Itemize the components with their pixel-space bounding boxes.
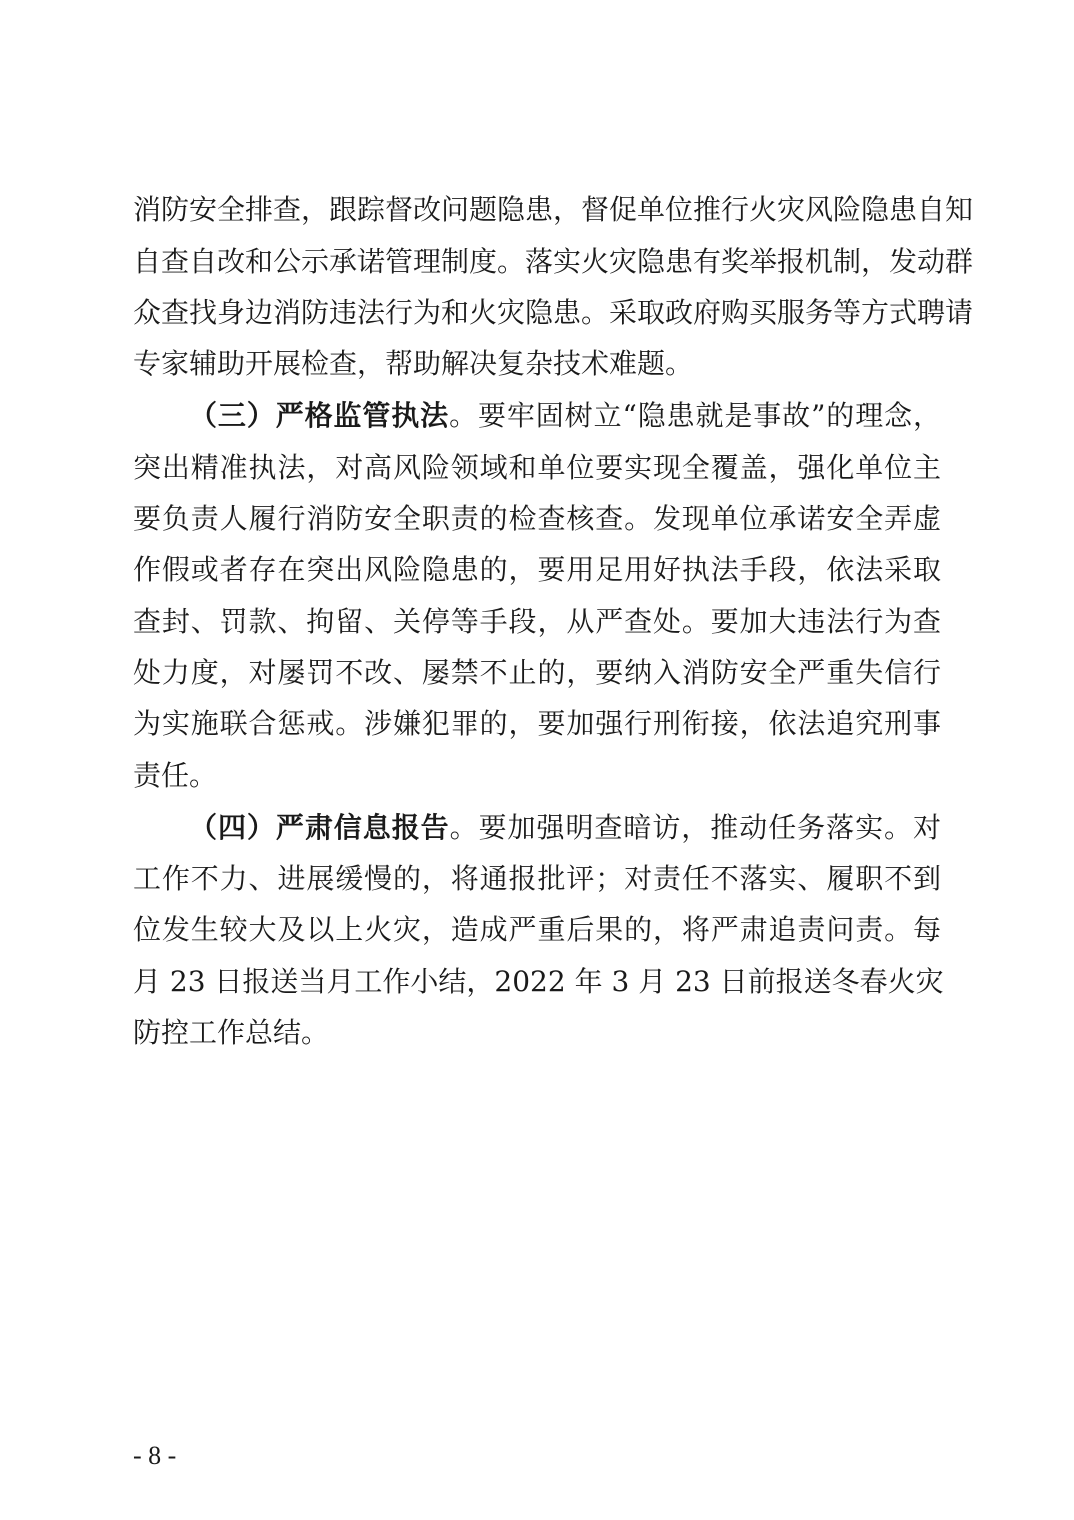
body-line: 防控工作总结。 — [133, 1016, 330, 1049]
section-heading: （四）严肃信息报告 — [189, 811, 450, 844]
body-line: 处力度，对屡罚不改、屡禁不止的，要纳入消防安全严重失信行 — [133, 656, 941, 689]
body-line: 责任。 — [133, 759, 218, 792]
section-first-line-text: 。要加强明查暗访，推动任务落实。对 — [449, 811, 941, 844]
section-first-line — [189, 804, 941, 852]
body-line: 查封、罚款、拘留、关停等手段，从严查处。要加大违法行为查 — [133, 605, 941, 638]
body-line: 自查自改和公示承诺管理制度。落实火灾隐患有奖举报机制，发动群 — [133, 245, 974, 278]
body-line: 众查找身边消防违法行为和火灾隐患。采取政府购买服务等方式聘请 — [133, 296, 974, 329]
body-line: 位发生较大及以上火灾，造成严重后果的，将严肃追责问责。每 — [133, 913, 941, 946]
page-number: - 8 - — [133, 1441, 177, 1470]
section-heading: （三）严格监管执法 — [189, 399, 450, 432]
body-line: 消防安全排查，跟踪督改问题隐患，督促单位推行火灾风险隐患自知 — [133, 193, 974, 226]
body-line: 突出精准执法，对高风险领域和单位要实现全覆盖，强化单位主 — [133, 451, 941, 484]
body-line: 为实施联合惩戒。涉嫌犯罪的，要加强行刑衔接，依法追究刑事 — [133, 707, 941, 740]
section-first-line — [189, 392, 941, 440]
body-line: 作假或者存在突出风险隐患的，要用足用好执法手段，依法采取 — [133, 553, 941, 586]
body-line: 月 23 日报送当月工作小结，2022 年 3 月 23 日前报送冬春火灾 — [133, 965, 944, 998]
body-line: 专家辅助开展检查，帮助解决复杂技术难题。 — [133, 347, 694, 380]
body-line: 工作不力、进展缓慢的，将通报批评；对责任不落实、履职不到 — [133, 862, 941, 895]
section-first-line-text: 。要牢固树立“隐患就是事故”的理念， — [449, 399, 941, 432]
body-line: 要负责人履行消防安全职责的检查核查。发现单位承诺安全弄虚 — [133, 502, 941, 535]
